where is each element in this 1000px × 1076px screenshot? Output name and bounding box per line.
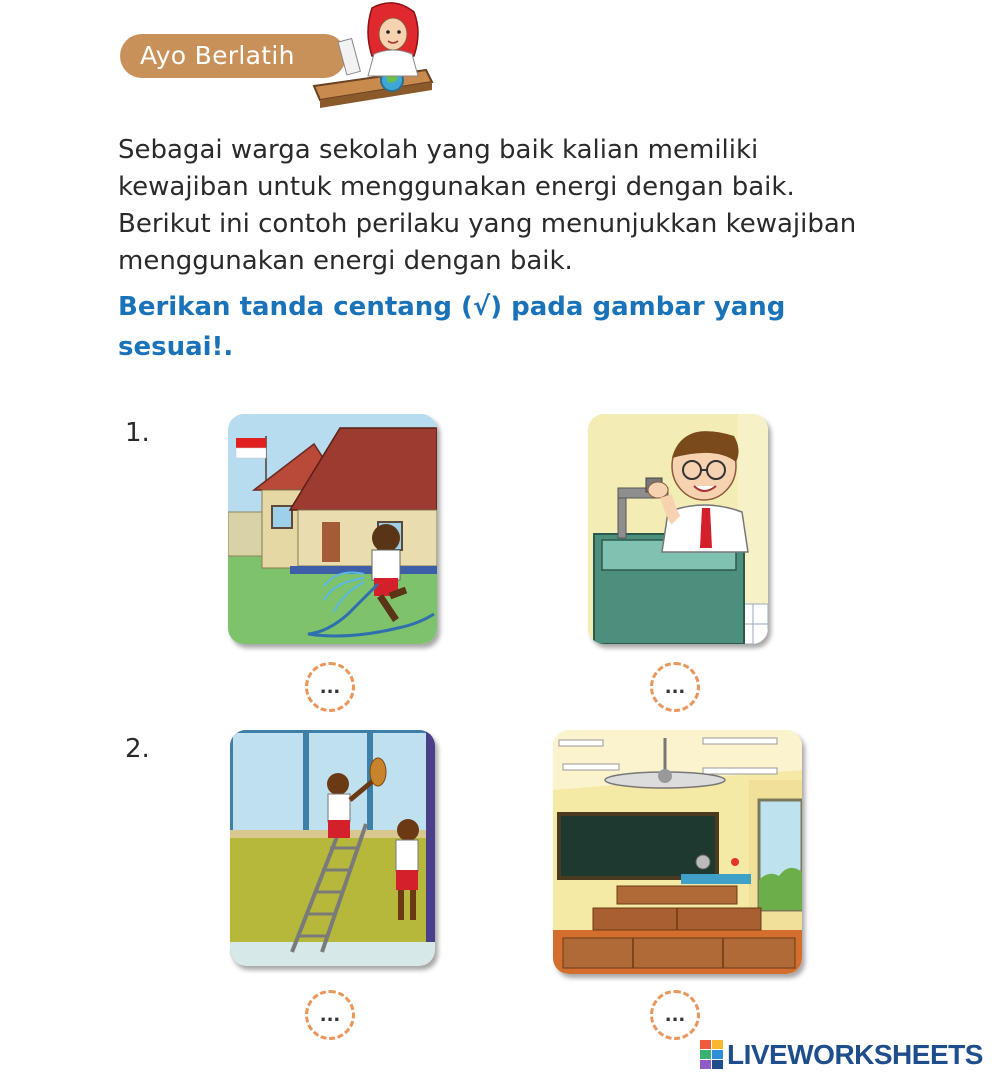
answer-box-1b[interactable]: ... <box>650 662 700 712</box>
girl-studying-illustration <box>308 0 438 112</box>
answer-box-2a[interactable]: ... <box>305 990 355 1040</box>
image-boy-playing-with-hose <box>228 414 437 644</box>
question-number-1: 1. <box>125 418 150 448</box>
liveworksheets-logo-icon <box>700 1040 724 1070</box>
section-badge: Ayo Berlatih <box>120 34 346 78</box>
image-boy-closing-tap <box>588 414 768 644</box>
liveworksheets-logo-text: LIVEWORKSHEETS <box>727 1039 983 1070</box>
liveworksheets-logo <box>700 1038 983 1072</box>
intro-paragraph: Sebagai warga sekolah yang baik kalian memiliki kewajiban untuk menggunakan energi dengan baik. Berikut ini contoh perilaku yang menunjukkan kewajiban menggunakan energi dengan baik. <box>118 135 857 276</box>
image-empty-classroom <box>553 730 802 974</box>
image-students-cleaning-window <box>230 730 435 966</box>
question-number-2: 2. <box>125 734 150 764</box>
answer-box-2b[interactable]: ... <box>650 990 700 1040</box>
answer-box-1a[interactable]: ... <box>305 662 355 712</box>
instruction-text: Berikan tanda centang (√) pada gambar yang sesuai!. <box>118 292 786 362</box>
